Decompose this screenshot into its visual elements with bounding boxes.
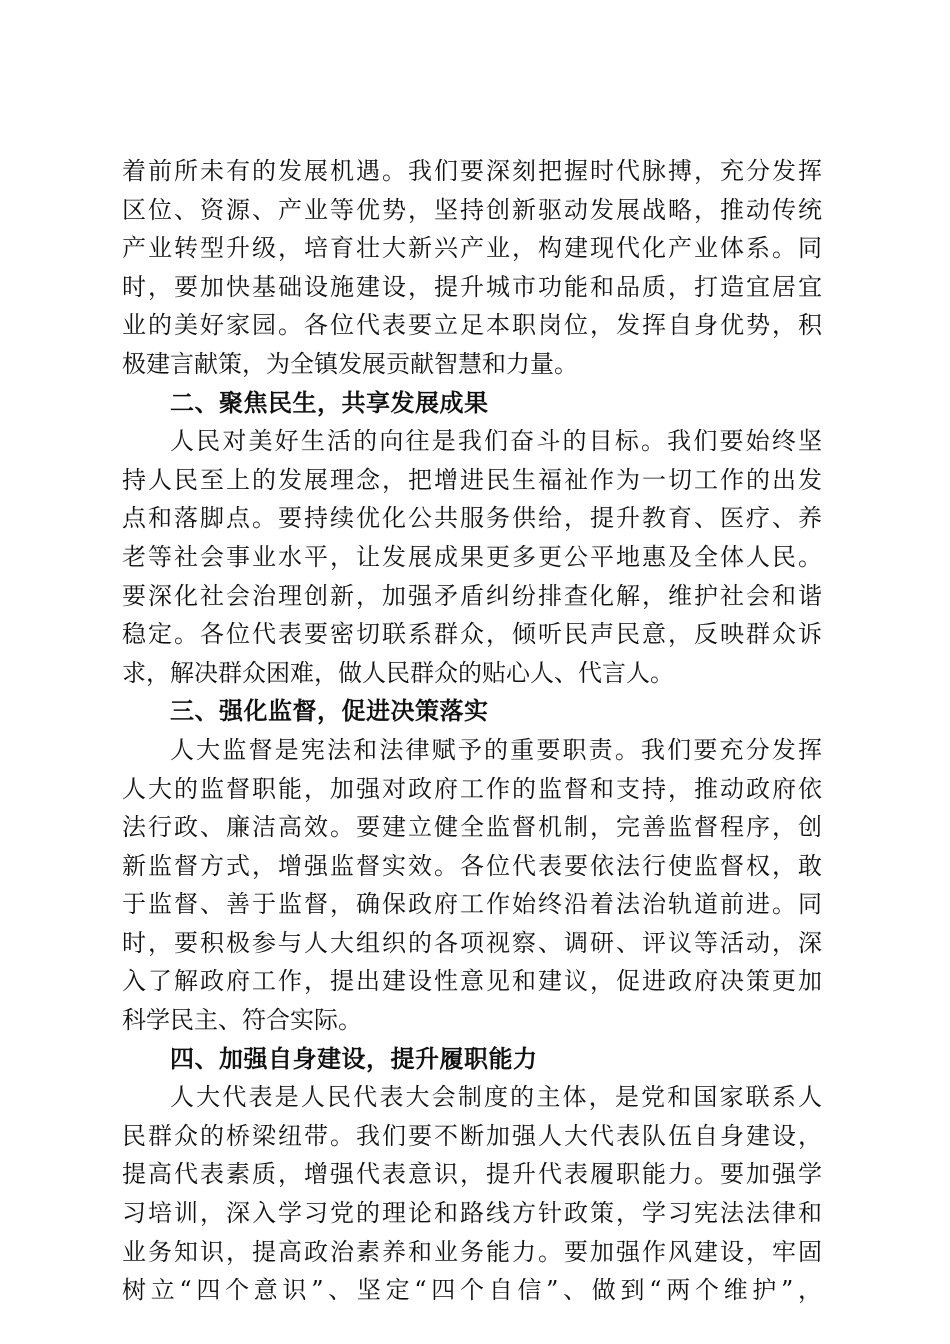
section-heading: 三、强化监督，促进决策落实 xyxy=(170,697,489,726)
body-text-line: 持人民至上的发展理念，把增进民生福祉作为一切工作的出发 xyxy=(122,465,822,494)
section-heading: 四、加强自身建设，提升履职能力 xyxy=(170,1044,538,1073)
paragraph-last-line: 极建言献策，为全镇发展贡献智慧和力量。 xyxy=(122,349,578,378)
body-text-line: 要深化社会治理创新，加强矛盾纠纷排查化解，维护社会和谐 xyxy=(122,581,822,610)
body-text-line: 人大的监督职能，加强对政府工作的监督和支持，推动政府依 xyxy=(122,774,822,803)
body-text-line: 点和落脚点。要持续优化公共服务供给，提升教育、医疗、养 xyxy=(122,504,822,533)
body-text-line: 业务知识，提高政治素养和业务能力。要加强作风建设，牢固 xyxy=(122,1237,822,1266)
body-text-line: 时，要加快基础设施建设，提升城市功能和品质，打造宜居宜 xyxy=(122,272,822,301)
body-text-line: 区位、资源、产业等优势，坚持创新驱动发展战略，推动传统 xyxy=(122,195,822,224)
body-text-line: 法行政、廉洁高效。要建立健全监督机制，完善监督程序，创 xyxy=(122,813,822,842)
body-text-line: 着前所未有的发展机遇。我们要深刻把握时代脉搏，充分发挥 xyxy=(122,157,822,185)
body-text-line: 树立“四个意识”、坚定“四个自信”、做到“两个维护”， xyxy=(122,1276,822,1305)
body-text-line: 入了解政府工作，提出建设性意见和建议，促进政府决策更加 xyxy=(122,967,822,996)
body-text-line: 提高代表素质，增强代表意识，提升代表履职能力。要加强学 xyxy=(122,1160,822,1189)
body-text-line: 时，要积极参与人大组织的各项视察、调研、评议等活动，深 xyxy=(122,928,822,957)
body-text-line: 习培训，深入学习党的理论和路线方针政策，学习宪法法律和 xyxy=(122,1199,822,1228)
paragraph-first-line: 人大代表是人民代表大会制度的主体，是党和国家联系人 xyxy=(170,1083,822,1112)
paragraph-last-line: 求，解决群众困难，做人民群众的贴心人、代言人。 xyxy=(122,658,674,687)
body-text-line: 老等社会事业水平，让发展成果更多更公平地惠及全体人民。 xyxy=(122,542,822,571)
body-text-line: 民群众的桥梁纽带。我们要不断加强人大代表队伍自身建设， xyxy=(122,1121,822,1150)
section-heading: 二、聚焦民生，共享发展成果 xyxy=(170,388,489,417)
body-text-line: 于监督、善于监督，确保政府工作始终沿着法治轨道前进。同 xyxy=(122,890,822,919)
body-text-line: 产业转型升级，培育壮大新兴产业，构建现代化产业体系。同 xyxy=(122,234,822,263)
paragraph-first-line: 人大监督是宪法和法律赋予的重要职责。我们要充分发挥 xyxy=(170,735,822,764)
body-text-line: 稳定。各位代表要密切联系群众，倾听民声民意，反映群众诉 xyxy=(122,620,822,649)
body-text-line: 业的美好家园。各位代表要立足本职岗位，发挥自身优势，积 xyxy=(122,311,822,340)
paragraph-last-line: 科学民主、符合实际。 xyxy=(122,1006,362,1035)
paragraph-first-line: 人民对美好生活的向往是我们奋斗的目标。我们要始终坚 xyxy=(170,427,822,456)
body-text-line: 新监督方式，增强监督实效。各位代表要依法行使监督权，敢 xyxy=(122,851,822,880)
document-body xyxy=(122,152,822,1310)
